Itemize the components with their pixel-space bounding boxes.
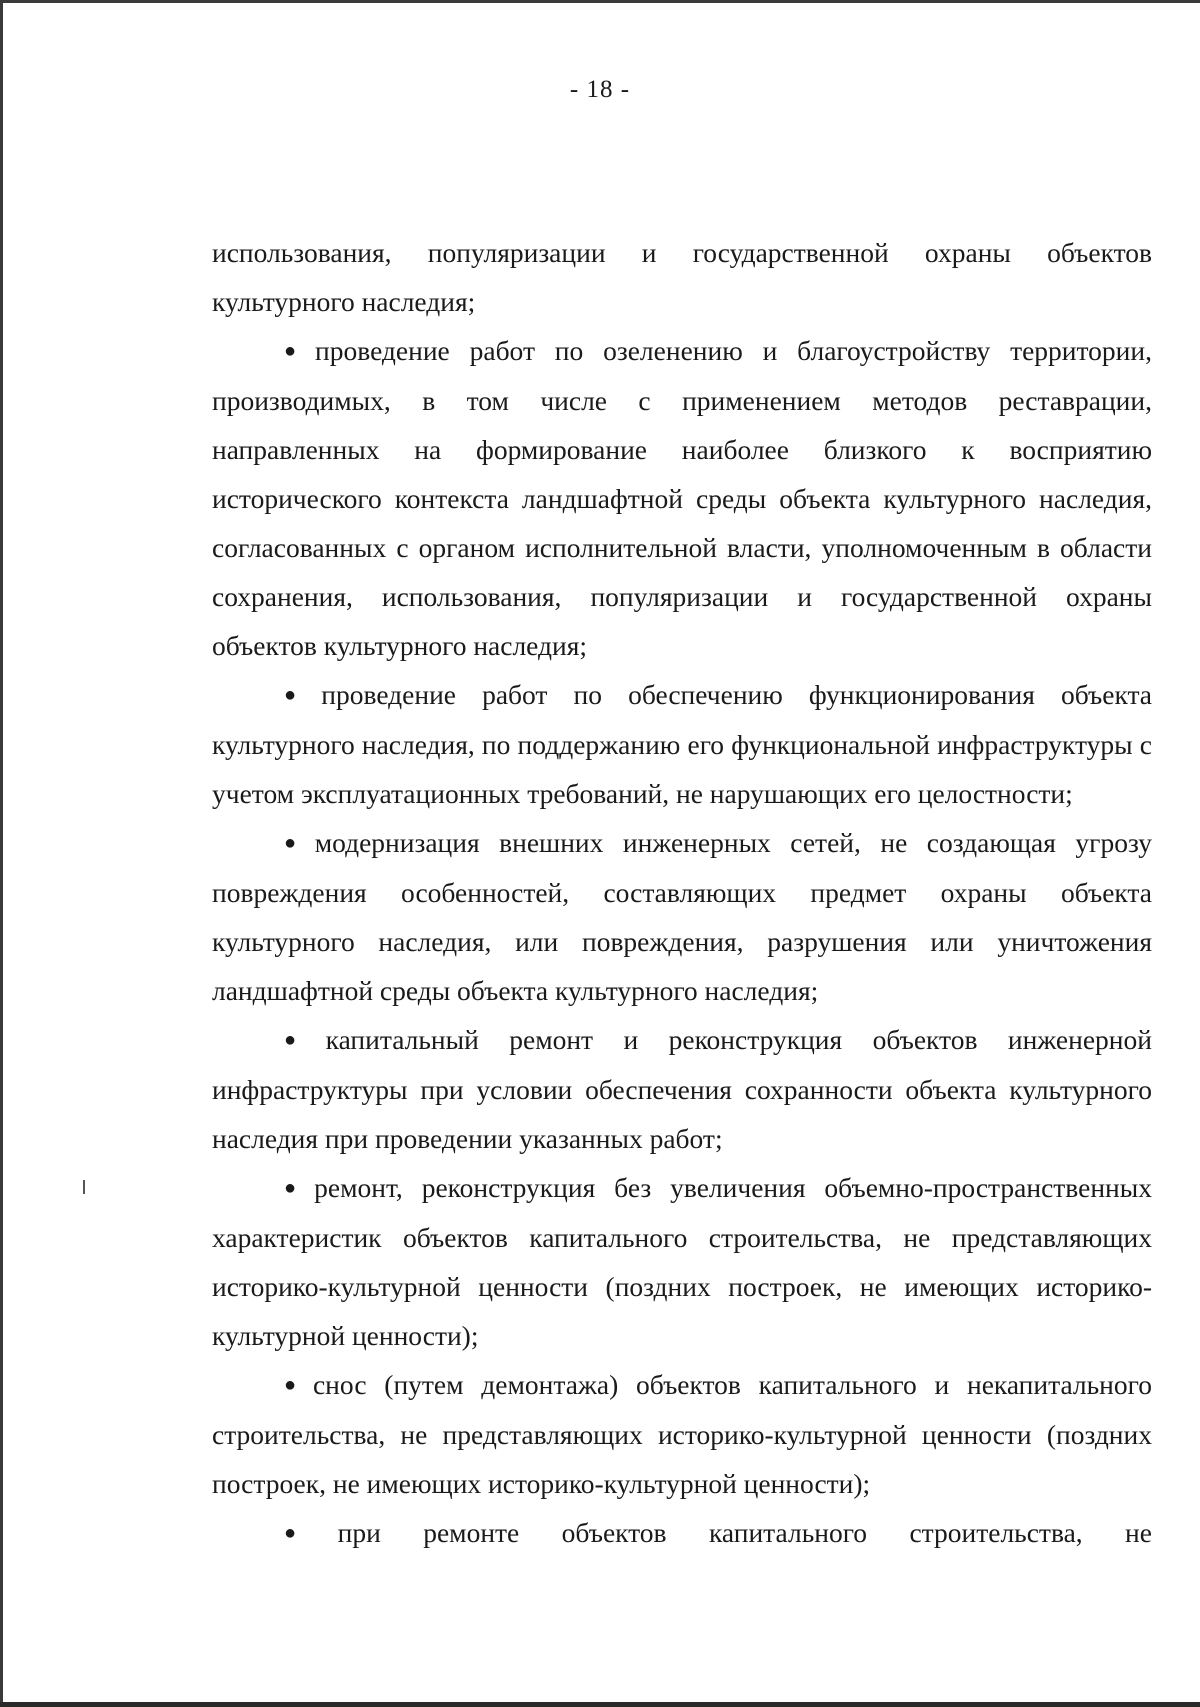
bullet-icon: ● xyxy=(284,1522,332,1544)
scan-speck xyxy=(83,1180,85,1194)
list-item xyxy=(212,326,1152,670)
bullet-icon: ● xyxy=(284,832,309,854)
list-item-text: ремонт, реконструкция без увеличения объемно-пространственных характеристик объектов капитального строительства, не представляющих историко-культурной ценности (поздних построек, не имеющих историко-культурной ценности); xyxy=(212,1172,1152,1351)
bullet-icon: ● xyxy=(284,340,310,362)
list-item-text: проведение работ по обеспечению функционирования объекта культурного наследия, по поддержанию его функциональной инфраструктуры с учетом эксплуатационных требований, не нарушающих его целостности; xyxy=(212,679,1152,809)
list-item xyxy=(212,818,1152,1015)
list-item-text: снос (путем демонтажа) объектов капитального и некапитального строительства, не представляющих историко-культурной ценности (поздних построек, не имеющих историко-культурной ценности); xyxy=(212,1369,1152,1499)
scan-border-top xyxy=(0,0,1200,3)
scan-border-left xyxy=(0,0,3,1707)
list-item xyxy=(212,670,1152,818)
list-item-text: при ремонте объектов капитального строительства, не xyxy=(337,1517,1152,1548)
list-item-text: проведение работ по озеленению и благоустройству территории, производимых, в том числе с применением методов реставрации, направленных на формирование наиболее близкого к восприятию исторического контекста ландшафтной среды объекта культурного наследия, согласованных с органом исполнительной власти, уполномоченным в области сохранения, использования, популяризации и государственной охраны объектов культурного наследия; xyxy=(212,335,1152,661)
list-item-text: капитальный ремонт и реконструкция объектов инженерной инфраструктуры при условии обеспечения сохранности объекта культурного наследия при проведении указанных работ; xyxy=(212,1024,1152,1154)
scan-border-bottom xyxy=(0,1702,1200,1707)
bullet-icon: ● xyxy=(284,684,316,706)
list-item-truncated xyxy=(212,1508,1152,1558)
document-body xyxy=(212,228,1152,1558)
continuation-paragraph: использования, популяризации и государственной охраны объектов культурного наследия; xyxy=(212,237,1152,317)
list-item xyxy=(212,1015,1152,1163)
list-item xyxy=(212,1163,1152,1360)
bullet-icon: ● xyxy=(284,1029,320,1051)
bullet-icon: ● xyxy=(284,1177,309,1199)
page-number: - 18 - xyxy=(569,76,631,103)
list-item-text: модернизация внешних инженерных сетей, не создающая угрозу повреждения особенностей, составляющих предмет охраны объекта культурного наследия, или повреждения, разрушения или уничтожения ландшафтной среды объекта культурного наследия; xyxy=(212,827,1152,1006)
list-item xyxy=(212,1360,1152,1508)
bullet-icon: ● xyxy=(284,1374,307,1396)
